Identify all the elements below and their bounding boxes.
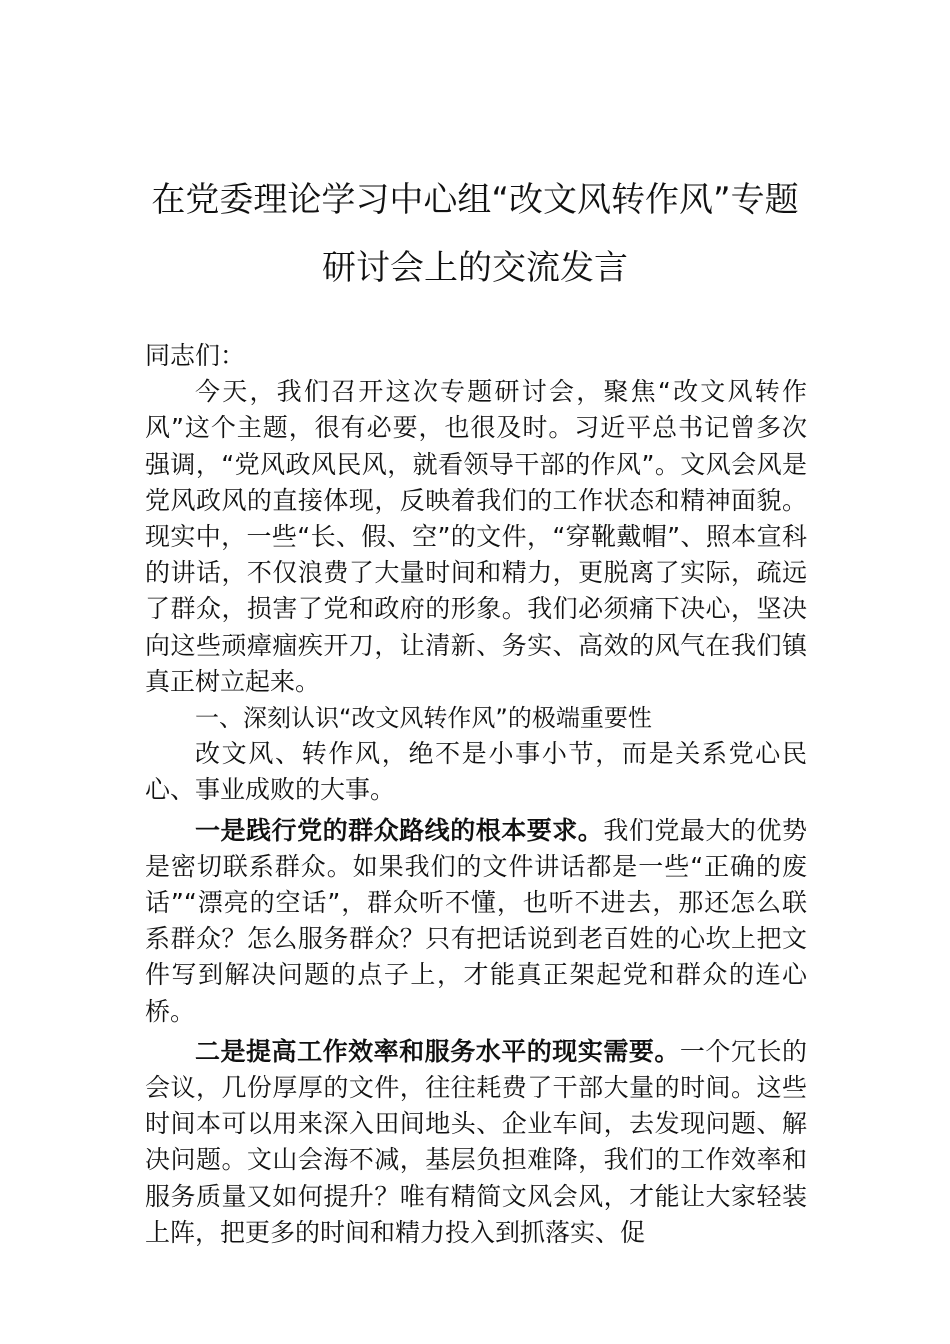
document-title-line-2: 研讨会上的交流发言: [322, 248, 628, 288]
point-2-lead: 二是提高工作效率和服务水平的现实需要。: [195, 1036, 680, 1066]
point-1-lead: 一是践行党的群众路线的根本要求。: [195, 815, 604, 845]
point-1-text: 我们党最大的优势是密切联系群众。如果我们的文件讲话都是一些“正确的废话”“漂亮的空话”，群众听不懂，也听不进去，那还怎么联系群众？怎么服务群众？只有把话说到老百姓的心坎上把文件写到解决问题的点子上，才能真正架起党和群众的连心桥。: [145, 815, 807, 1026]
point-1-paragraph: [145, 813, 807, 1030]
point-2-paragraph: [145, 1034, 807, 1251]
section-heading-1: 一、深刻认识“改文风转作风”的极端重要性: [195, 704, 652, 733]
document-title-line-1: 在党委理论学习中心组“改文风转作风”专题: [151, 180, 799, 220]
section-1-intro: 改文风、转作风，绝不是小事小节，而是关系党心民心、事业成败的大事。: [145, 739, 807, 805]
intro-paragraph: 今天，我们召开这次专题研讨会，聚焦“改文风转作风”这个主题，很有必要，也很及时。习近平总书记曾多次强调，“党风政风民风，就看领导干部的作风”。文风会风是党风政风的直接体现，反映着我们的工作状态和精神面貌。现实中，一些“长、假、空”的文件，“穿靴戴帽”、照本宣科的讲话，不仅浪费了大量时间和精力，更脱离了实际，疏远了群众，损害了党和政府的形象。我们必须痛下决心，坚决向这些顽瘴痼疾开刀，让清新、务实、高效的风气在我们镇真正树立起来。: [145, 377, 807, 696]
salutation: 同志们：: [145, 341, 246, 370]
point-2-text: 一个冗长的会议，几份厚厚的文件，往往耗费了干部大量的时间。这些时间本可以用来深入田间地头、企业车间，去发现问题、解决问题。文山会海不减，基层负担难降，我们的工作效率和服务质量又如何提升？唯有精简文风会风，才能让大家轻装上阵，把更多的时间和精力投入到抓落实、促: [145, 1036, 807, 1247]
document-body: [145, 338, 807, 1251]
